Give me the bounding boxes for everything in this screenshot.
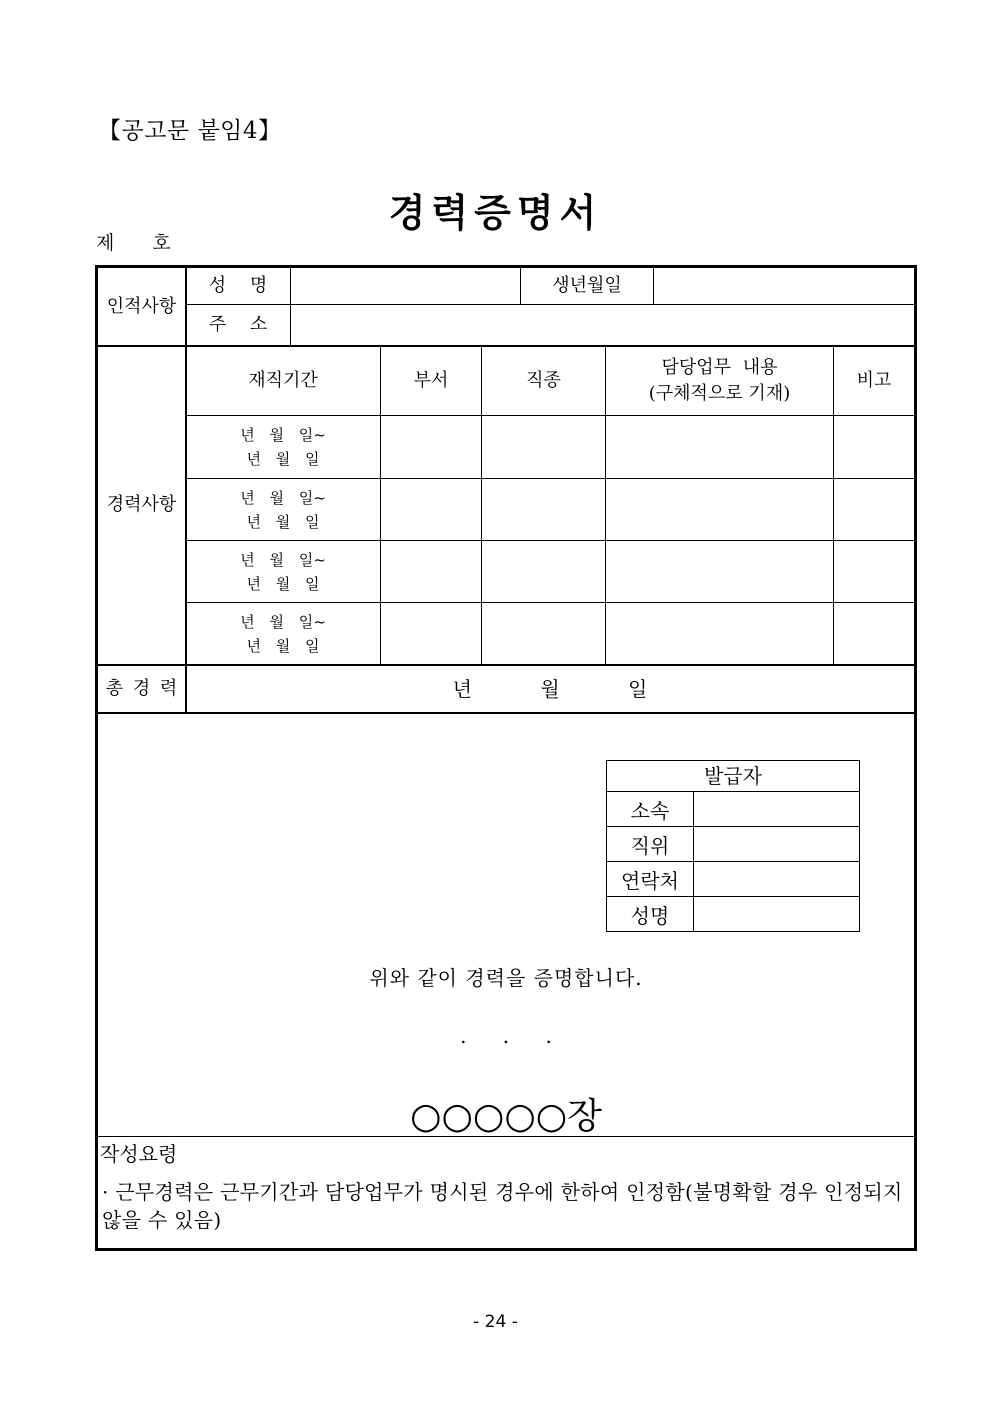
issuer-name-label: 성명 (607, 897, 694, 932)
name-field[interactable] (291, 268, 520, 304)
career-period-cell[interactable] (186, 416, 380, 478)
issuer-row (607, 896, 859, 932)
issuer-title: 발급자 (704, 764, 762, 788)
personal-info-label: 인적사항 (106, 295, 177, 317)
job-type-field[interactable] (482, 603, 605, 664)
issuer-affiliation-label: 소속 (607, 792, 694, 827)
column-header-remarks: 비고 (856, 369, 892, 391)
issuer-position-field[interactable] (694, 827, 859, 862)
remarks-field[interactable] (834, 603, 914, 664)
remarks-field[interactable] (834, 479, 914, 540)
period-to: 년 월 일 (246, 512, 320, 531)
issuer-row (607, 861, 859, 897)
period-to: 년 월 일 (246, 574, 320, 593)
period-from: 년 월 일~ (240, 550, 326, 569)
total-career-field[interactable]: 년 월 일 (452, 677, 648, 701)
column-header-duties (606, 346, 833, 415)
department-field[interactable] (381, 416, 481, 478)
duties-field[interactable] (606, 541, 833, 602)
issuer-row (607, 826, 859, 862)
issuer-affiliation-field[interactable] (694, 792, 859, 827)
career-info-label: 경력사항 (106, 494, 177, 515)
job-type-field[interactable] (482, 479, 605, 540)
career-period-cell[interactable] (186, 603, 380, 664)
page-number: - 24 - (473, 1312, 518, 1332)
job-type-field[interactable] (482, 416, 605, 478)
duties-header-line1: 담당업무 내용 (661, 356, 778, 378)
department-field[interactable] (381, 603, 481, 664)
career-period-cell[interactable] (186, 541, 380, 602)
column-header-department: 부서 (413, 369, 449, 391)
document-number-label: 제 호 (96, 232, 171, 254)
attachment-label: 【공고문 붙임4】 (98, 118, 282, 144)
total-career-label: 총 경 력 (105, 678, 178, 699)
issuer-position-label: 직위 (607, 827, 694, 862)
duties-field[interactable] (606, 603, 833, 664)
birthdate-label: 생년월일 (552, 275, 622, 296)
remarks-field[interactable] (834, 416, 914, 478)
job-type-field[interactable] (482, 541, 605, 602)
issue-date[interactable]: . . . (460, 1024, 552, 1048)
issuer-table (606, 760, 860, 932)
birthdate-field[interactable] (654, 268, 914, 304)
column-header-job-type: 직종 (526, 369, 561, 391)
career-period-cell[interactable] (186, 479, 380, 540)
period-from: 년 월 일~ (240, 488, 326, 507)
duties-header-line2: (구체적으로 기재) (648, 382, 791, 404)
guidelines-title: 작성요령 (100, 1142, 178, 1166)
document-title: 경력증명서 (388, 191, 603, 235)
duties-field[interactable] (606, 479, 833, 540)
department-field[interactable] (381, 541, 481, 602)
period-to: 년 월 일 (246, 636, 320, 655)
department-field[interactable] (381, 479, 481, 540)
issuer-row (607, 791, 859, 827)
address-field[interactable] (291, 305, 914, 345)
name-label: 성 명 (208, 275, 268, 296)
certification-statement: 위와 같이 경력을 증명합니다. (369, 966, 643, 990)
period-to: 년 월 일 (246, 450, 320, 468)
column-header-period: 재직기간 (248, 369, 318, 391)
issuer-name-field[interactable] (694, 897, 859, 932)
signatory: ○○○○○장 (410, 1096, 602, 1137)
issuer-contact-label: 연락처 (607, 862, 694, 897)
period-from: 년 월 일~ (240, 426, 326, 444)
guidelines-text: · 근무경력은 근무기간과 담당업무가 명시된 경우에 한하여 인정함(불명확할 경우 인정되지 않을 수 있음) (102, 1180, 903, 1232)
period-from: 년 월 일~ (240, 612, 326, 631)
duties-field[interactable] (606, 416, 833, 478)
remarks-field[interactable] (834, 541, 914, 602)
certificate-form (95, 265, 917, 1251)
issuer-contact-field[interactable] (694, 862, 859, 897)
address-label: 주 소 (208, 314, 268, 335)
